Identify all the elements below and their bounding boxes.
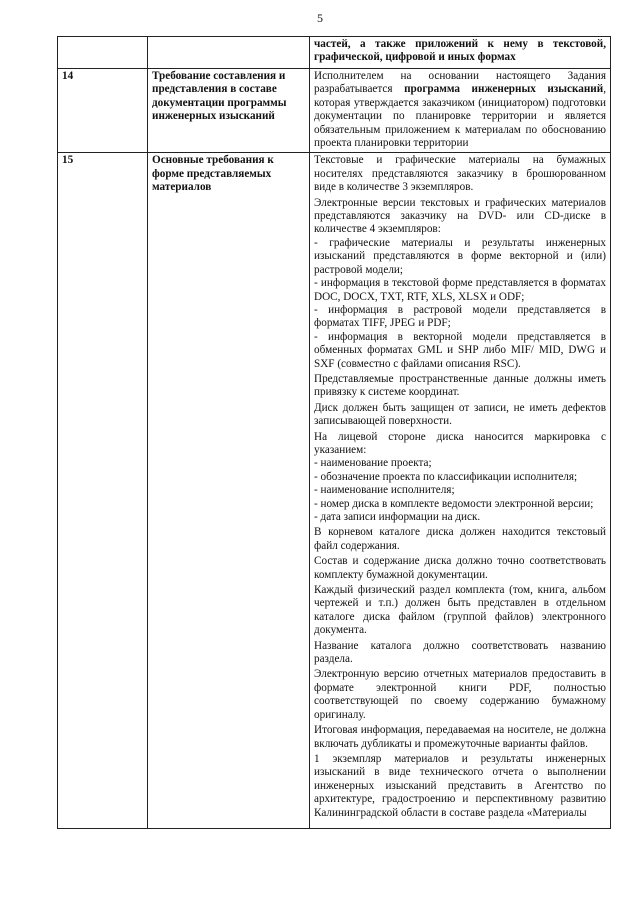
row-15-paragraph: Диск должен быть защищен от записи, не иметь дефектов записывающей поверхности.: [314, 401, 606, 428]
cell-requirement-empty: [148, 37, 310, 69]
row-15-paragraph: - наименование проекта;: [314, 457, 432, 470]
row-15-paragraph: Каждый физический раздел комплекта (том, книга, альбом чертежей и т.п.) должен быть представлен в отдельном каталоге диска файлом (группой файлов) электронного документа.: [314, 584, 606, 637]
row-14-number: 14: [58, 69, 148, 153]
row-15-requirement: Основные требования к форме представляемых материалов: [148, 153, 310, 829]
row-15-paragraph: - графические материалы и результаты инженерных изысканий представляются в форме векторной и (или) растровой модели;: [314, 236, 606, 276]
row-14-content-bold: программа инженерных изысканий: [404, 83, 604, 96]
row-15-paragraph: 1 экземпляр материалов и результаты инженерных изысканий в виде технического отчета о выполнении инженерных изысканий представить в Агентство по архитектуре, градостроению и перспективному развитию Калининградской области в составе раздела «Материалы: [314, 752, 606, 819]
row-15-paragraph: Итоговая информация, передаваемая на носителе, не должна включать дубликаты и промежуточные варианты файлов.: [314, 724, 606, 750]
row-15-number: 15: [58, 153, 148, 829]
cell-number-empty: [58, 37, 148, 69]
row-15-paragraph: - номер диска в комплекте ведомости электронной версии;: [314, 497, 594, 510]
table-row-14: [58, 69, 611, 153]
row-15-paragraph: - информация в текстовой форме представляется в форматах DOC, DOCX, TXT, RTF, XLS, XLSX и ODF;: [314, 277, 606, 303]
row-15-paragraph: - обозначение проекта по классификации исполнителя;: [314, 470, 578, 483]
row-15-paragraph: Электронную версию отчетных материалов предоставить в формате электронной книги PDF, полностью соответствующей по своему содержанию бумажному оригиналу.: [314, 668, 606, 721]
requirements-table: [57, 36, 611, 829]
row-14-content-before: Исполнителем на основании настоящего Задания разрабатывается: [314, 70, 606, 96]
row-14-requirement: Требование составления и представления в составе документации программы инженерных изысканий: [148, 69, 310, 153]
table-row-15: [58, 153, 611, 829]
cell-continued-content: частей, а также приложений к нему в текстовой, графической, цифровой и иных формах: [310, 37, 611, 69]
row-14-content: [310, 69, 611, 153]
row-15-paragraph: Текстовые и графические материалы на бумажных носителях представляются заказчику в брошюрованном виде в количестве 3 экземпляров.: [314, 154, 606, 194]
row-15-paragraph: Состав и содержание диска должно точно соответствовать комплекту бумажной документации.: [314, 555, 606, 581]
row-15-paragraph: На лицевой стороне диска наносится маркировка с указанием:: [314, 430, 606, 456]
page-number: 5: [317, 11, 323, 25]
row-15-paragraph: - дата записи информации на диск.: [314, 511, 481, 523]
row-15-paragraph: Представляемые пространственные данные должны иметь привязку к системе координат.: [314, 372, 606, 399]
row-15-paragraph: В корневом каталоге диска должен находится текстовый файл содержания.: [314, 526, 606, 552]
table-row-continued: [58, 37, 611, 69]
row-15-paragraph: Электронные версии текстовых и графических материалов представляются заказчику на DVD- или CD-диске в количестве 4 экземпляров:: [314, 196, 606, 236]
row-15-paragraph: - информация в растровой модели представляется в форматах TIFF, JPEG и PDF;: [314, 303, 606, 330]
row-14-content-after: , которая утверждается заказчиком (инициатором) подготовки документации по планировке территории и является обязательным приложением к материалам по обоснованию проекта планировки территории: [314, 83, 606, 150]
row-15-paragraph: Название каталога должно соответствовать названию раздела.: [314, 639, 606, 666]
row-15-paragraph: - наименование исполнителя;: [314, 484, 455, 497]
row-15-content: [310, 153, 611, 829]
row-15-paragraph: - информация в векторной модели представляется в обменных форматах GML и SHP либо MIF/ MID, DWG и SXF (совместно с файлами описания RSC).: [314, 330, 606, 370]
